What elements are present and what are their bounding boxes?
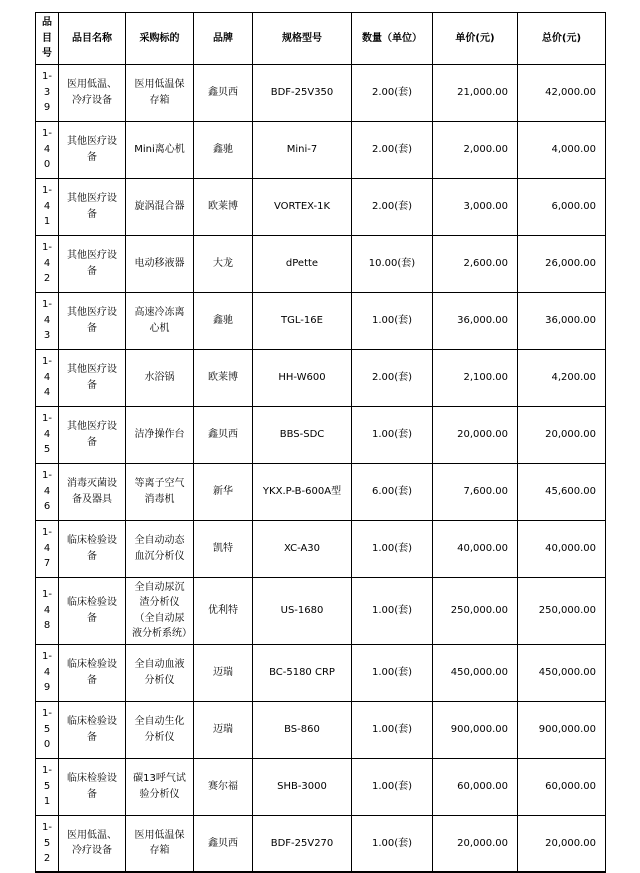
cell-total-price: 45,600.00 bbox=[518, 463, 606, 520]
cell-quantity: 1.00(套) bbox=[352, 406, 433, 463]
cell-quantity: 6.00(套) bbox=[352, 463, 433, 520]
table-row bbox=[36, 815, 606, 872]
table-row bbox=[36, 520, 606, 577]
cell-total-price: 26,000.00 bbox=[518, 235, 606, 292]
cell-target: 全自动尿沉渣分析仪（全自动尿液分析系统） bbox=[126, 577, 194, 644]
cell-total-price: 42,000.00 bbox=[518, 64, 606, 121]
cell-model: Mini-7 bbox=[253, 121, 352, 178]
cell-brand: 欧莱博 bbox=[194, 349, 253, 406]
table-row bbox=[36, 758, 606, 815]
cell-item-no: 1-47 bbox=[36, 520, 59, 577]
table-row bbox=[36, 701, 606, 758]
cell-item-no: 1-50 bbox=[36, 701, 59, 758]
table-body bbox=[36, 64, 606, 872]
cell-target: 医用低温保存箱 bbox=[126, 815, 194, 872]
cell-item-no: 1-51 bbox=[36, 758, 59, 815]
cell-unit-price: 7,600.00 bbox=[433, 463, 518, 520]
col-header-item-name: 品目名称 bbox=[59, 13, 126, 65]
col-header-quantity: 数量（单位） bbox=[352, 13, 433, 65]
cell-item-no: 1-46 bbox=[36, 463, 59, 520]
cell-total-price: 900,000.00 bbox=[518, 701, 606, 758]
cell-item-name: 临床检验设备 bbox=[59, 577, 126, 644]
table-row bbox=[36, 235, 606, 292]
cell-unit-price: 900,000.00 bbox=[433, 701, 518, 758]
table-header bbox=[36, 13, 606, 65]
cell-quantity: 1.00(套) bbox=[352, 577, 433, 644]
cell-target: 全自动血液分析仪 bbox=[126, 644, 194, 701]
cell-model: HH-W600 bbox=[253, 349, 352, 406]
cell-model: XC-A30 bbox=[253, 520, 352, 577]
cell-model: TGL-16E bbox=[253, 292, 352, 349]
cell-item-no: 1-42 bbox=[36, 235, 59, 292]
col-header-brand: 品牌 bbox=[194, 13, 253, 65]
cell-brand: 鑫驰 bbox=[194, 121, 253, 178]
cell-brand: 鑫贝西 bbox=[194, 406, 253, 463]
table-row bbox=[36, 292, 606, 349]
cell-target: 水浴锅 bbox=[126, 349, 194, 406]
cell-item-name: 临床检验设备 bbox=[59, 644, 126, 701]
table-row bbox=[36, 577, 606, 644]
cell-model: BS-860 bbox=[253, 701, 352, 758]
procurement-table-container bbox=[35, 12, 606, 873]
cell-item-name: 临床检验设备 bbox=[59, 758, 126, 815]
cell-target: 等离子空气消毒机 bbox=[126, 463, 194, 520]
cell-unit-price: 2,100.00 bbox=[433, 349, 518, 406]
cell-target: 医用低温保存箱 bbox=[126, 64, 194, 121]
cell-item-name: 临床检验设备 bbox=[59, 701, 126, 758]
cell-brand: 优利特 bbox=[194, 577, 253, 644]
cell-target: 洁净操作台 bbox=[126, 406, 194, 463]
cell-quantity: 2.00(套) bbox=[352, 178, 433, 235]
cell-total-price: 36,000.00 bbox=[518, 292, 606, 349]
cell-target: 电动移液器 bbox=[126, 235, 194, 292]
cell-model: BDF-25V270 bbox=[253, 815, 352, 872]
cell-brand: 迈瑞 bbox=[194, 644, 253, 701]
cell-target: 全自动生化分析仪 bbox=[126, 701, 194, 758]
cell-unit-price: 20,000.00 bbox=[433, 815, 518, 872]
cell-unit-price: 2,000.00 bbox=[433, 121, 518, 178]
cell-brand: 欧莱博 bbox=[194, 178, 253, 235]
cell-total-price: 4,200.00 bbox=[518, 349, 606, 406]
procurement-items-table bbox=[35, 12, 606, 873]
cell-unit-price: 250,000.00 bbox=[433, 577, 518, 644]
cell-quantity: 2.00(套) bbox=[352, 349, 433, 406]
cell-total-price: 450,000.00 bbox=[518, 644, 606, 701]
cell-item-no: 1-43 bbox=[36, 292, 59, 349]
cell-item-no: 1-48 bbox=[36, 577, 59, 644]
cell-brand: 大龙 bbox=[194, 235, 253, 292]
cell-quantity: 2.00(套) bbox=[352, 64, 433, 121]
cell-item-name: 其他医疗设备 bbox=[59, 406, 126, 463]
cell-item-name: 其他医疗设备 bbox=[59, 292, 126, 349]
cell-quantity: 10.00(套) bbox=[352, 235, 433, 292]
cell-model: VORTEX-1K bbox=[253, 178, 352, 235]
cell-brand: 赛尔福 bbox=[194, 758, 253, 815]
cell-target: 高速冷冻离心机 bbox=[126, 292, 194, 349]
header-row bbox=[36, 13, 606, 65]
cell-item-name: 医用低温、冷疗设备 bbox=[59, 815, 126, 872]
col-header-item-no: 品目号 bbox=[36, 13, 59, 65]
cell-unit-price: 36,000.00 bbox=[433, 292, 518, 349]
cell-item-name: 临床检验设备 bbox=[59, 520, 126, 577]
cell-item-name: 消毒灭菌设备及器具 bbox=[59, 463, 126, 520]
cell-brand: 鑫贝西 bbox=[194, 64, 253, 121]
cell-brand: 新华 bbox=[194, 463, 253, 520]
cell-brand: 鑫贝西 bbox=[194, 815, 253, 872]
cell-quantity: 1.00(套) bbox=[352, 520, 433, 577]
cell-item-name: 医用低温、冷疗设备 bbox=[59, 64, 126, 121]
table-row bbox=[36, 406, 606, 463]
cell-brand: 迈瑞 bbox=[194, 701, 253, 758]
cell-unit-price: 2,600.00 bbox=[433, 235, 518, 292]
cell-total-price: 40,000.00 bbox=[518, 520, 606, 577]
cell-total-price: 20,000.00 bbox=[518, 406, 606, 463]
col-header-total-price: 总价(元) bbox=[518, 13, 606, 65]
cell-item-name: 其他医疗设备 bbox=[59, 178, 126, 235]
cell-model: BC-5180 CRP bbox=[253, 644, 352, 701]
cell-quantity: 1.00(套) bbox=[352, 701, 433, 758]
cell-item-name: 其他医疗设备 bbox=[59, 235, 126, 292]
cell-brand: 鑫驰 bbox=[194, 292, 253, 349]
cell-brand: 凯特 bbox=[194, 520, 253, 577]
cell-quantity: 1.00(套) bbox=[352, 292, 433, 349]
col-header-model: 规格型号 bbox=[253, 13, 352, 65]
cell-item-no: 1-49 bbox=[36, 644, 59, 701]
cell-unit-price: 60,000.00 bbox=[433, 758, 518, 815]
col-header-unit-price: 单价(元) bbox=[433, 13, 518, 65]
cell-total-price: 4,000.00 bbox=[518, 121, 606, 178]
cell-quantity: 1.00(套) bbox=[352, 758, 433, 815]
table-row bbox=[36, 178, 606, 235]
cell-target: 全自动动态血沉分析仪 bbox=[126, 520, 194, 577]
cell-model: BBS-SDC bbox=[253, 406, 352, 463]
cell-item-no: 1-39 bbox=[36, 64, 59, 121]
table-row bbox=[36, 463, 606, 520]
cell-item-name: 其他医疗设备 bbox=[59, 349, 126, 406]
cell-model: US-1680 bbox=[253, 577, 352, 644]
cell-total-price: 20,000.00 bbox=[518, 815, 606, 872]
cell-total-price: 250,000.00 bbox=[518, 577, 606, 644]
cell-model: dPette bbox=[253, 235, 352, 292]
cell-quantity: 1.00(套) bbox=[352, 644, 433, 701]
cell-target: 碳13呼气试验分析仪 bbox=[126, 758, 194, 815]
table-row bbox=[36, 349, 606, 406]
cell-item-no: 1-41 bbox=[36, 178, 59, 235]
cell-model: BDF-25V350 bbox=[253, 64, 352, 121]
cell-quantity: 2.00(套) bbox=[352, 121, 433, 178]
cell-model: SHB-3000 bbox=[253, 758, 352, 815]
cell-unit-price: 450,000.00 bbox=[433, 644, 518, 701]
cell-target: Mini离心机 bbox=[126, 121, 194, 178]
cell-quantity: 1.00(套) bbox=[352, 815, 433, 872]
cell-target: 旋涡混合器 bbox=[126, 178, 194, 235]
col-header-target: 采购标的 bbox=[126, 13, 194, 65]
cell-item-no: 1-40 bbox=[36, 121, 59, 178]
cell-unit-price: 20,000.00 bbox=[433, 406, 518, 463]
cell-model: YKX.P-B-600A型 bbox=[253, 463, 352, 520]
table-row bbox=[36, 64, 606, 121]
cell-item-no: 1-52 bbox=[36, 815, 59, 872]
table-row bbox=[36, 121, 606, 178]
cell-unit-price: 40,000.00 bbox=[433, 520, 518, 577]
cell-unit-price: 3,000.00 bbox=[433, 178, 518, 235]
cell-total-price: 6,000.00 bbox=[518, 178, 606, 235]
cell-item-name: 其他医疗设备 bbox=[59, 121, 126, 178]
cell-item-no: 1-44 bbox=[36, 349, 59, 406]
cell-item-no: 1-45 bbox=[36, 406, 59, 463]
cell-total-price: 60,000.00 bbox=[518, 758, 606, 815]
cell-unit-price: 21,000.00 bbox=[433, 64, 518, 121]
table-row bbox=[36, 644, 606, 701]
